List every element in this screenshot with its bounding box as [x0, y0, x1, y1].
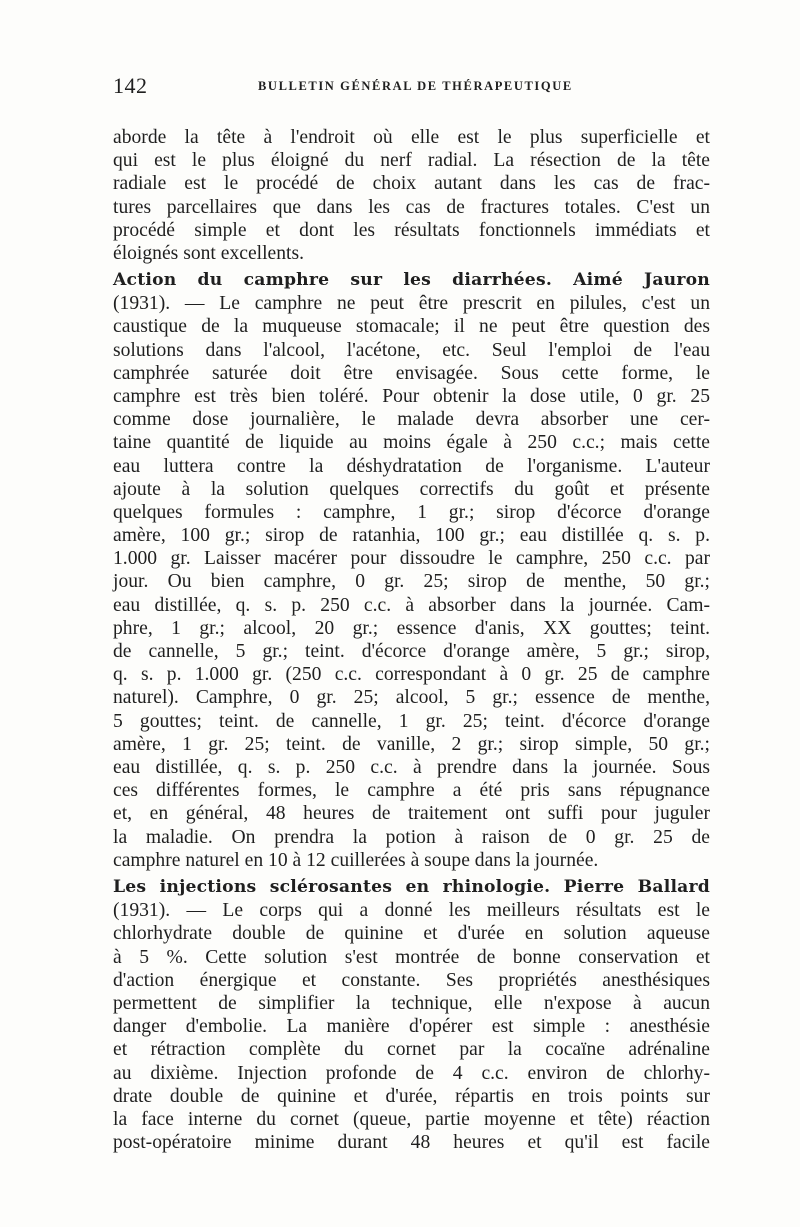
text-line: taine quantité de liquide au moins égale à 250 c.c.; mais cette [113, 432, 710, 454]
text-line: quelques formules : camphre, 1 gr.; sirop d'écorce d'orange [113, 501, 710, 523]
section-camphre [113, 269, 710, 872]
text-line: caustique de la muqueuse stomacale; il ne peut être question des [113, 316, 710, 338]
page-number: 142 [113, 73, 148, 98]
text-line: post-opératoire minime durant 48 heures et qu'il est facile [113, 1132, 710, 1154]
text-line: phre, 1 gr.; alcool, 20 gr.; essence d'anis, XX gouttes; teint. [113, 617, 710, 639]
text-line: ces différentes formes, le camphre a été pris sans répugnance [113, 780, 710, 802]
text-line: drate double de quinine et d'urée, répartis en trois points sur [113, 1085, 710, 1107]
text-line: la maladie. On prendra la potion à raison de 0 gr. 25 de [113, 826, 710, 848]
text-line: ajoute à la solution quelques correctifs du goût et présente [113, 478, 710, 500]
text-line: d'action énergique et constante. Ses propriétés anesthésiques [113, 969, 710, 991]
section-injections [113, 876, 710, 1154]
text-line: au dixième. Injection profonde de 4 c.c. environ de chlorhy- [113, 1062, 710, 1084]
text-line: eau luttera contre la déshydratation de l'organisme. L'auteur [113, 455, 710, 477]
running-title: BULLETIN GÉNÉRAL DE THÉRAPEUTIQUE [258, 79, 573, 93]
text-line: camphre naturel en 10 à 12 cuillerées à soupe dans la journée. [113, 849, 599, 871]
text-line: et rétraction complète du cornet par la cocaïne adrénaline [113, 1039, 710, 1061]
text-line: jour. Ou bien camphre, 0 gr. 25; sirop de menthe, 50 gr.; [113, 571, 710, 593]
text-line: eau distillée, q. s. p. 250 c.c. à absorber dans la journée. Cam- [113, 594, 710, 616]
text-line: radiale est le procédé de choix autant dans les cas de frac- [113, 173, 710, 195]
text-line: 1.000 gr. Laisser macérer pour dissoudre le camphre, 250 c.c. par [113, 548, 710, 570]
text-line: permettent de simplifier la technique, elle n'expose à aucun [113, 992, 710, 1014]
section-title: Les injections sclérosantes en rhinologie. Pierre Ballard [113, 877, 710, 897]
text-line: camphre est très bien toléré. Pour obtenir la dose utile, 0 gr. 25 [113, 385, 710, 407]
section-title: Action du camphre sur les diarrhées. Aimé Jauron [113, 270, 710, 290]
text-line: à 5 %. Cette solution s'est montrée de bonne conservation et [113, 946, 710, 968]
text-line: 5 gouttes; teint. de cannelle, 1 gr. 25; teint. d'écorce d'orange [113, 710, 710, 732]
page-header [113, 72, 710, 100]
text-line: solutions dans l'alcool, l'acétone, etc. Seul l'emploi de l'eau [113, 339, 710, 361]
text-line: chlorhydrate double de quinine et d'urée en solution aqueuse [113, 923, 710, 945]
text-line: danger d'embolie. La manière d'opérer est simple : anesthésie [113, 1016, 710, 1038]
text-line: éloignés sont excellents. [113, 242, 304, 264]
text-line: eau distillée, q. s. p. 250 c.c. à prendre dans la journée. Sous [113, 756, 710, 778]
text-line: camphrée saturée doit être envisagée. Sous cette forme, le [113, 362, 710, 384]
text-line: procédé simple et dont les résultats fonctionnels immédiats et [113, 219, 710, 241]
text-line: (1931). — Le corps qui a donné les meilleurs résultats est le [113, 900, 710, 922]
text-line: de cannelle, 5 gr.; teint. d'écorce d'orange amère, 5 gr.; sirop, [113, 641, 710, 662]
text-line: la face interne du cornet (queue, partie moyenne et tête) réaction [113, 1108, 710, 1130]
text-line: et, en général, 48 heures de traitement ont suffi pour juguler [113, 803, 710, 825]
text-line: (1931). — Le camphre ne peut être prescrit en pilules, c'est un [113, 293, 710, 315]
text-line: q. s. p. 1.000 gr. (250 c.c. correspondant à 0 gr. 25 de camphre [113, 664, 710, 686]
paragraph-continuation [113, 126, 710, 265]
text-line: qui est le plus éloigné du nerf radial. La résection de la tête [113, 150, 710, 172]
text-line: aborde la tête à l'endroit où elle est le plus superficielle et [113, 127, 710, 148]
text-line: amère, 1 gr. 25; teint. de vanille, 2 gr.; sirop simple, 50 gr.; [113, 733, 710, 755]
text-line: naturel). Camphre, 0 gr. 25; alcool, 5 gr.; essence de menthe, [113, 687, 710, 709]
text-line: comme dose journalière, le malade devra absorber une cer- [113, 409, 710, 431]
text-line: amère, 100 gr.; sirop de ratanhia, 100 gr.; eau distillée q. s. p. [113, 525, 710, 547]
text-line: tures parcellaires que dans les cas de fractures totales. C'est un [113, 196, 710, 218]
